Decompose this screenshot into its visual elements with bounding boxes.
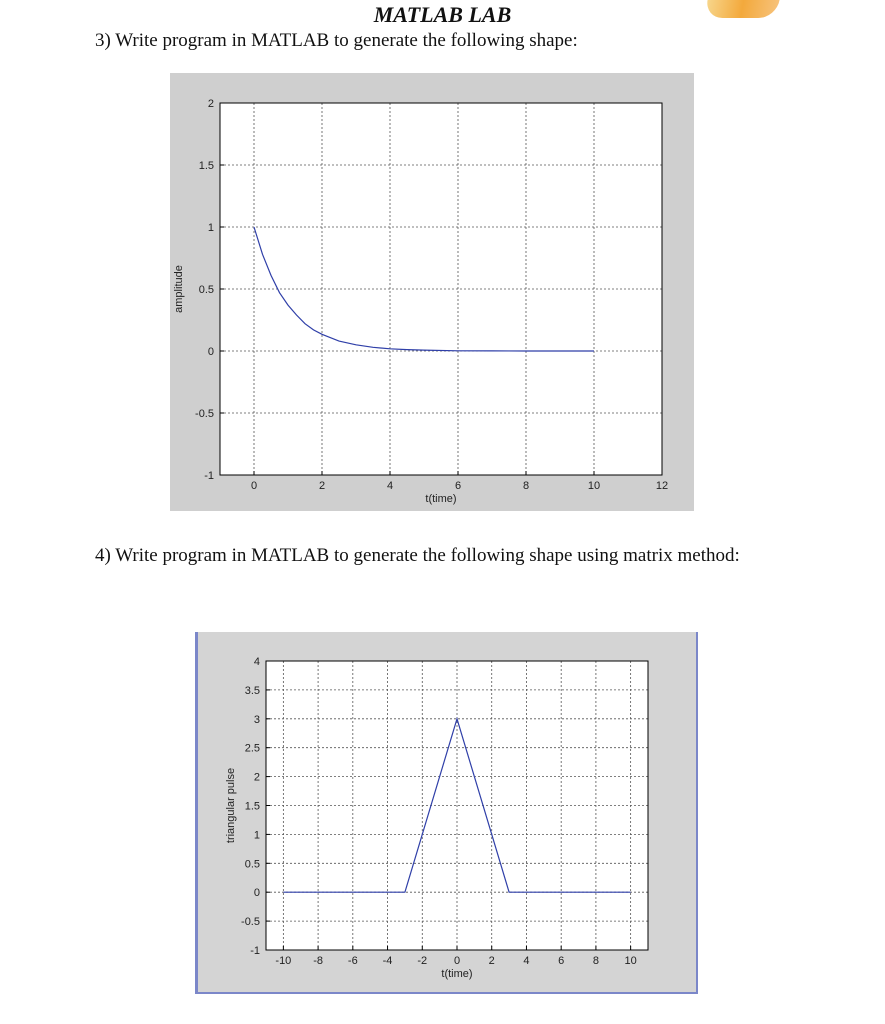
- question-3-text: 3) Write program in MATLAB to generate the following shape:: [95, 30, 578, 51]
- chart-1-y-tick-label: 1.5: [198, 160, 214, 172]
- chart-2-x-tick-label: 2: [488, 955, 495, 967]
- chart-1-x-tick-label: 8: [522, 480, 530, 492]
- chart-2-y-tick-label: 0: [253, 887, 260, 900]
- chart-1-x-tick-label: 6: [454, 480, 462, 492]
- exponential-decay-chart: [170, 73, 694, 511]
- chart-1-x-tick-label: 2: [318, 480, 326, 492]
- chart-2-x-tick-label: -6: [347, 955, 358, 967]
- exponential-decay-figure: [170, 73, 694, 511]
- chart-2-x-tick-label: -10: [275, 955, 292, 967]
- chart-2-x-tick-label: -4: [382, 955, 393, 967]
- chart-2-x-tick-label: 6: [558, 955, 565, 967]
- chart-2-y-tick-label: 3.5: [244, 684, 260, 697]
- chart-2-y-axis-label: triangular pulse: [225, 767, 237, 844]
- chart-2-x-axis-label: t(time): [441, 968, 473, 980]
- chart-2-x-tick-label: 0: [453, 955, 461, 967]
- chart-1-y-axis-label: amplitude: [173, 265, 185, 313]
- corner-decoration: [704, 0, 779, 18]
- chart-2-x-tick-label: 10: [624, 955, 637, 967]
- chart-1-y-tick-label: 1: [207, 222, 214, 234]
- chart-1-x-tick-label: 10: [587, 480, 601, 492]
- chart-2-y-tick-label: 2: [253, 771, 260, 784]
- chart-1-x-axis-label: t(time): [425, 493, 457, 505]
- chart-1-x-tick-label: 4: [386, 480, 394, 492]
- chart-2-x-tick-label: 4: [523, 955, 530, 967]
- chart-1-y-tick-label: 0.5: [198, 284, 214, 296]
- chart-2-y-tick-label: 0.5: [244, 858, 260, 871]
- chart-1-y-tick-label: -1: [204, 470, 214, 482]
- chart-2-y-tick-label: -1: [250, 945, 260, 957]
- chart-2-y-tick-label: 1: [253, 829, 260, 842]
- triangular-pulse-chart: [198, 632, 696, 992]
- chart-1-y-tick-label: -0.5: [195, 408, 214, 420]
- chart-2-y-tick-label: 4: [253, 656, 260, 668]
- page-title: MATLAB LAB: [373, 2, 512, 27]
- chart-2-y-tick-label: 1.5: [244, 800, 260, 813]
- chart-1-x-tick-label: 0: [250, 480, 258, 492]
- question-4-text: 4) Write program in MATLAB to generate the following shape using matrix method:: [95, 545, 740, 566]
- chart-2-y-tick-label: 2.5: [244, 742, 260, 755]
- chart-2-y-tick-label: -0.5: [241, 916, 260, 929]
- chart-2-x-tick-label: -8: [313, 955, 323, 967]
- chart-1-y-tick-label: 0: [207, 346, 214, 358]
- chart-1-x-tick-label: 12: [655, 480, 669, 492]
- chart-2-x-tick-label: -2: [417, 955, 428, 967]
- triangular-pulse-figure: [195, 632, 698, 994]
- chart-2-y-tick-label: 3: [253, 713, 260, 726]
- chart-2-x-tick-label: 8: [592, 955, 599, 967]
- chart-1-y-tick-label: 2: [207, 98, 214, 110]
